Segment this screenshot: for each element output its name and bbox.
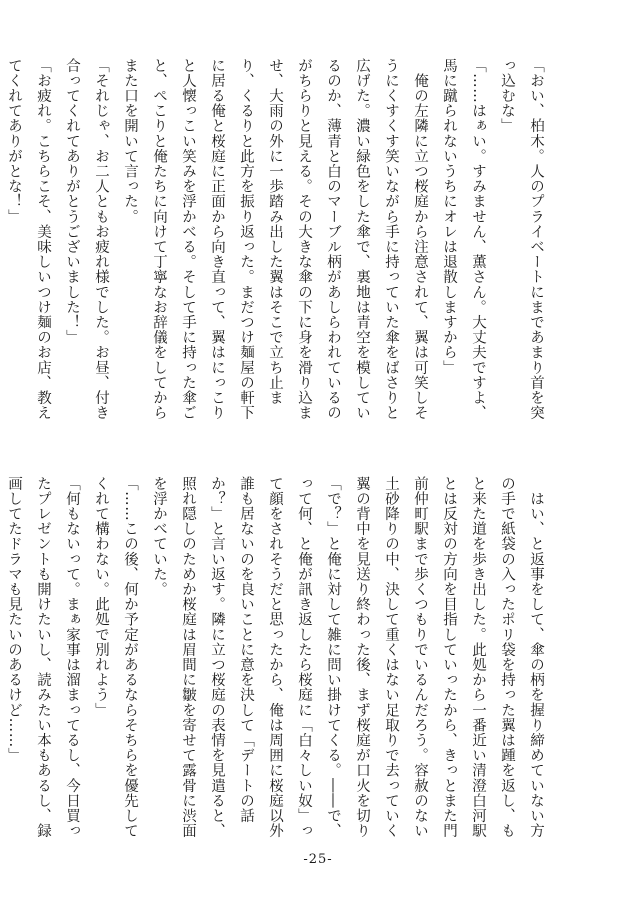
- page-number: -25-: [303, 852, 333, 867]
- upper-text-block: 「おい、柏木。人のプライベートにまであまり首を突っ込むな」 「……はぁい。すみません、薫さん。大丈夫ですよ、馬に蹴られないうちにオレは退散しますから」 俺の左隣に立つ桜庭から注意されて、翼は可笑しそうにくすくす笑いながら手に持っていた傘をばさりと広げた。濃い緑色をした傘で、裏地は青空を模しているのか、薄青と白のマーブル柄があしらわれているのがちらりと見える。その大きな傘の下に身を滑り込ませ、大雨の外に一歩踏み出した翼はそこで立ち止まり、くるりと此方を振り返った。まだつけ麺屋の軒下に居る俺と桜庭に正面から向き直って、翼はにっこりと人懐っこい笑みを浮かべる。そして手に持った傘ごと、ぺこりと俺たちに向けて丁寧なお辞儀をしてからまた口を開いて言った。 「それじゃ、お二人ともお疲れ様でした。お昼、付き合ってくれてありがとうございました！」 「お疲れ。こちらこそ、美味しいつけ麺のお店、教えてくれてありがとな！」: [6, 58, 544, 421]
- lower-text-block: はい、と返事をして、傘の柄を握り締めていない方の手で紙袋の入ったポリ袋を持った翼は踵を返し、もと来た道を歩き出した。此処から一番近い清澄白河駅とは反対の方向を目指していったから、きっとまた門前仲町駅まで歩くつもりでいるんだろう。容赦のない土砂降りの中、決して重くはない足取りで去っていく翼の背中を見送り終わった後、まず桜庭が口火を切り「で？」と俺に対して雑に問い掛けてくる。――で、って何、と俺が訊き返したら桜庭に「白々しい奴」って顔をされそうだと思ったから、俺は周囲に桜庭以外誰も居ないのを良いことに意を決して「デートの話か？」と言い返す。隣に立つ桜庭の表情を見遣ると、照れ隠しのためか桜庭は眉間に皺を寄せて露骨に渋面を浮かべていた。 「……この後、何か予定があるならそちらを優先してくれて構わない。此処で別れよう」 「何もないって。まぁ家事は溜まってるし、今日買ったプレゼントも開けたいし、読みたい本もあるし、録画してたドラマも見たいのあるけど……」: [6, 476, 544, 839]
